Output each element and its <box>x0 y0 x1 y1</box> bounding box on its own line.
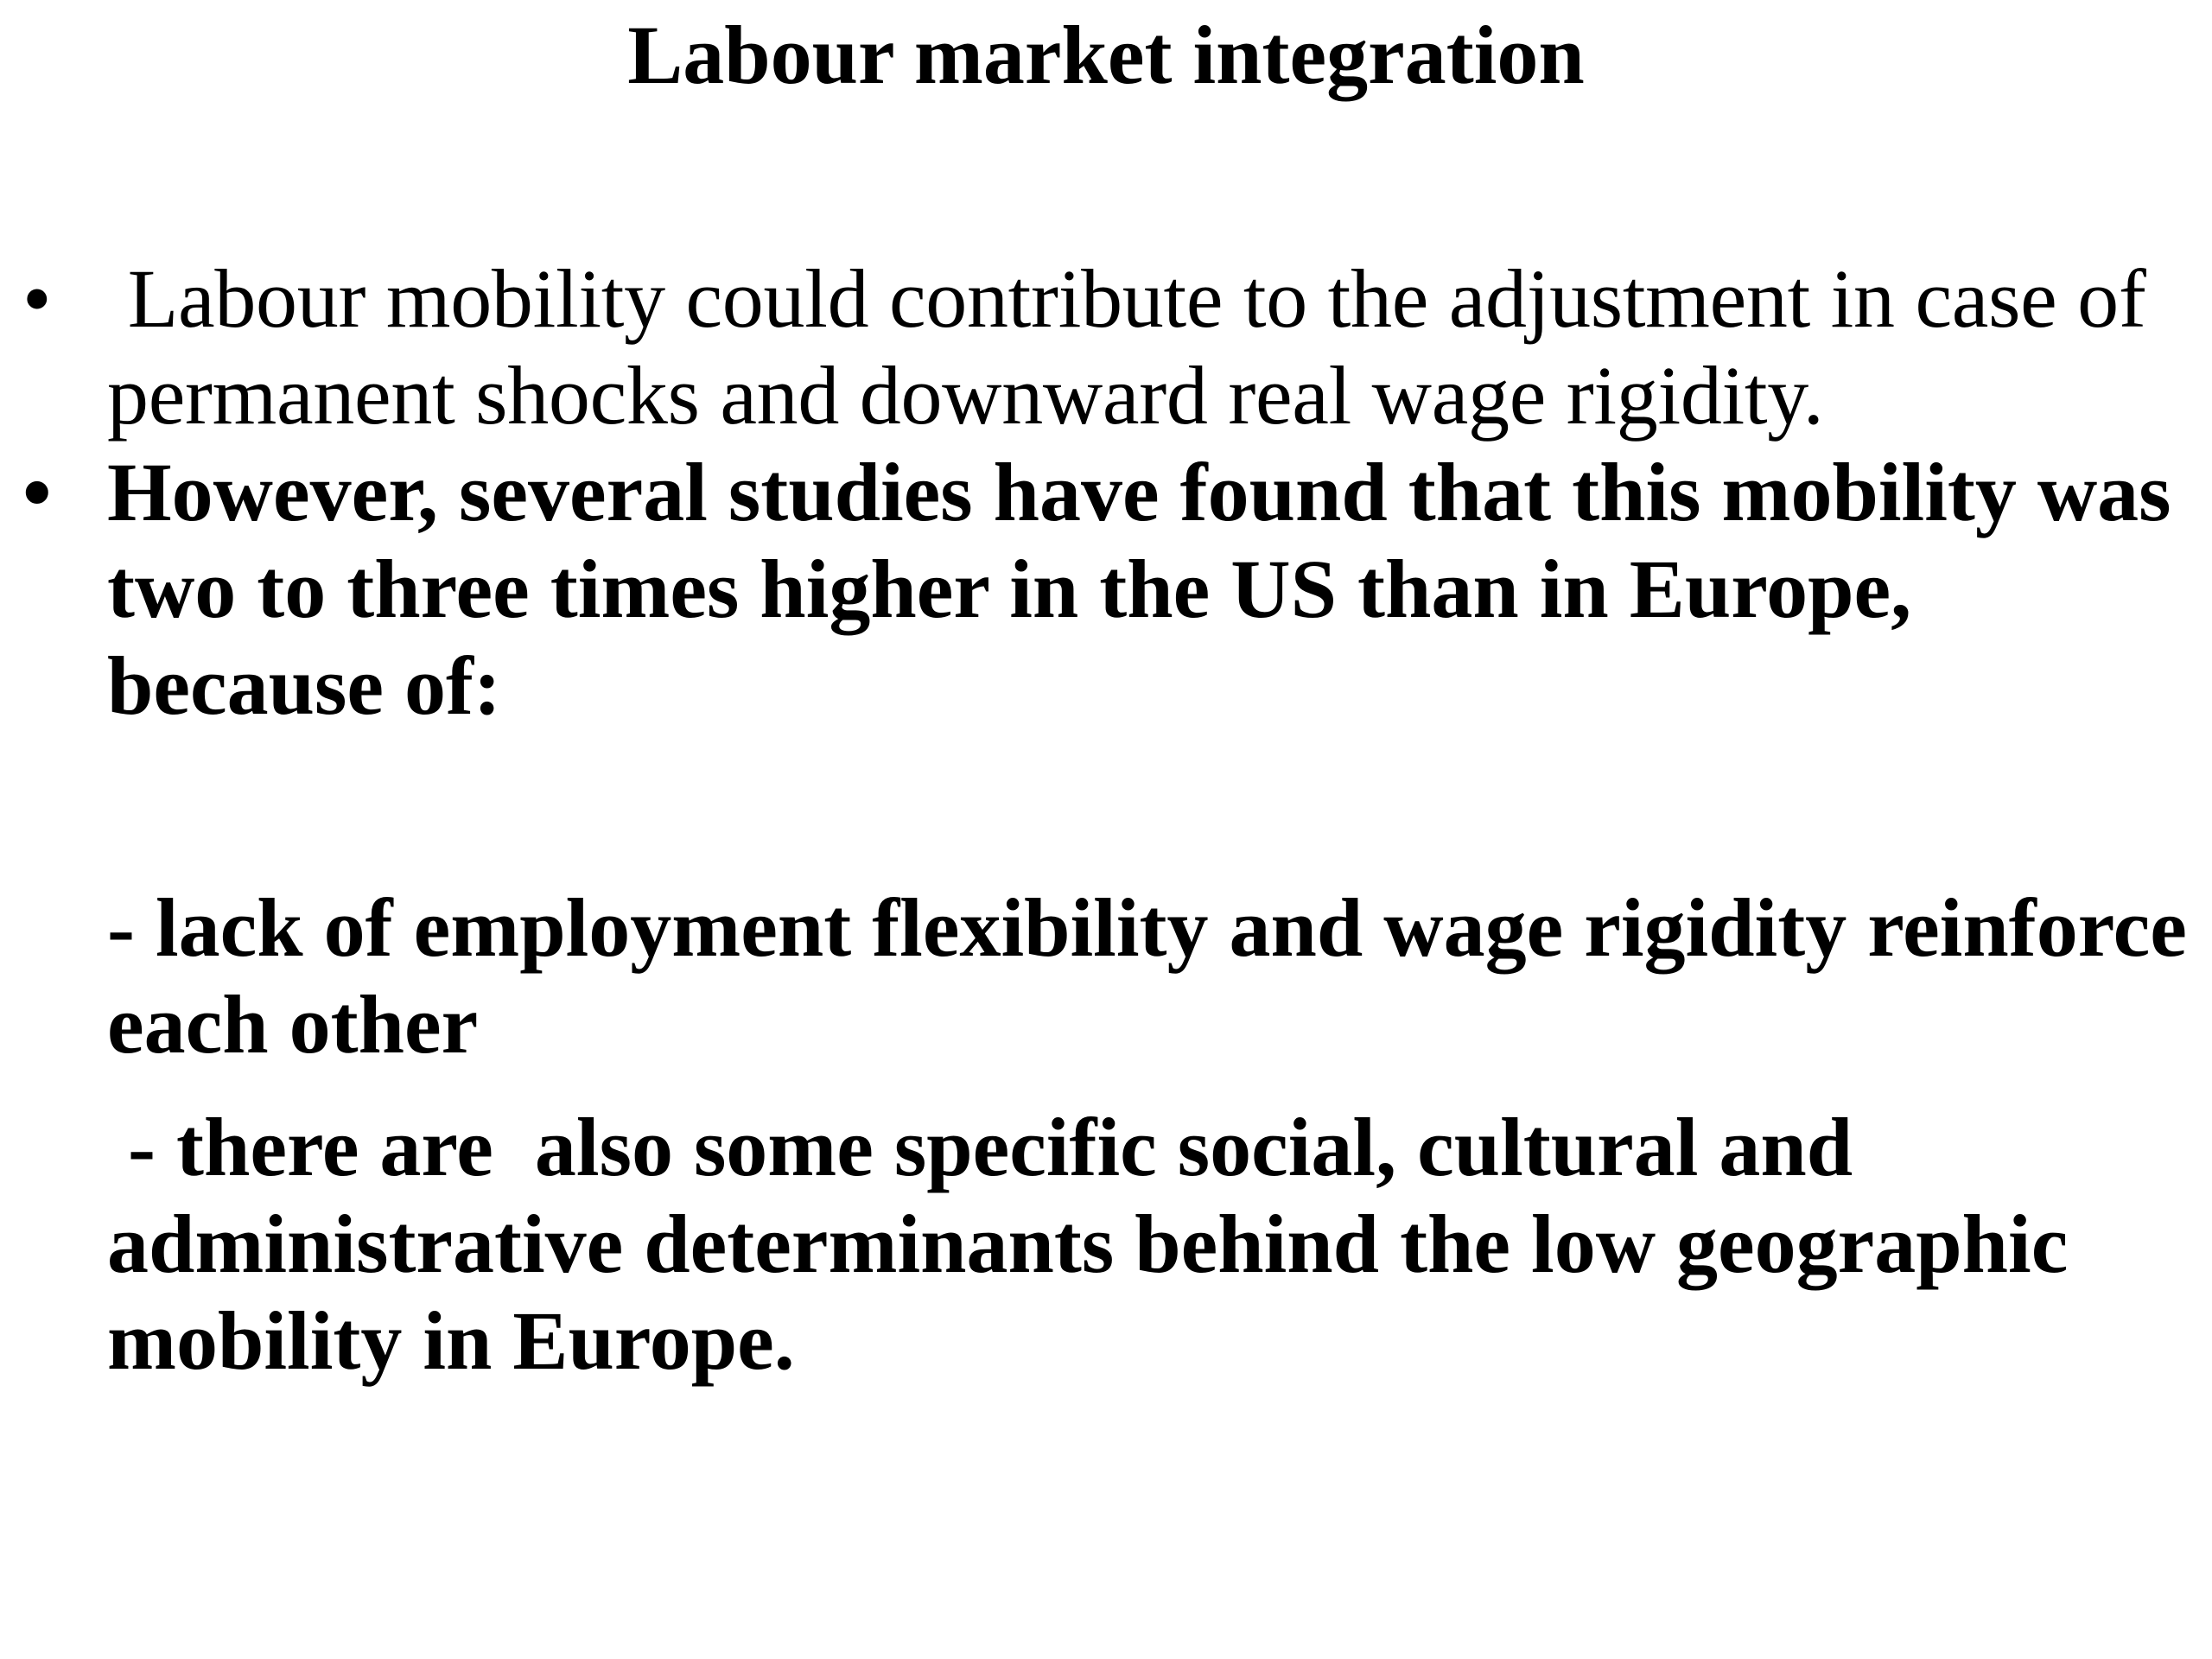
bullet-marker: • <box>22 252 52 345</box>
sub-point-social-determinants: - there are also some specific social, cultural and administrative determinants behind the low geographic mobility in Europe. <box>107 1101 2089 1387</box>
slide-content <box>0 251 2212 1389</box>
bullet-text: However, several studies have found that this mobility was two to three times higher in the US than in Europe, because of: <box>107 446 2171 732</box>
bullet-item-labour-mobility <box>0 251 2212 444</box>
sub-point-employment-flexibility: - lack of employment flexibility and wage rigidity reinforce each other <box>107 881 2187 1071</box>
bullet-text: Labour mobility could contribute to the adjustment in case of permanent shocks and downward real wage rigidity. <box>107 252 2167 442</box>
slide-title: Labour market integration <box>627 9 1585 101</box>
bullet-marker: • <box>22 446 52 538</box>
bullet-item-studies <box>0 444 2212 734</box>
